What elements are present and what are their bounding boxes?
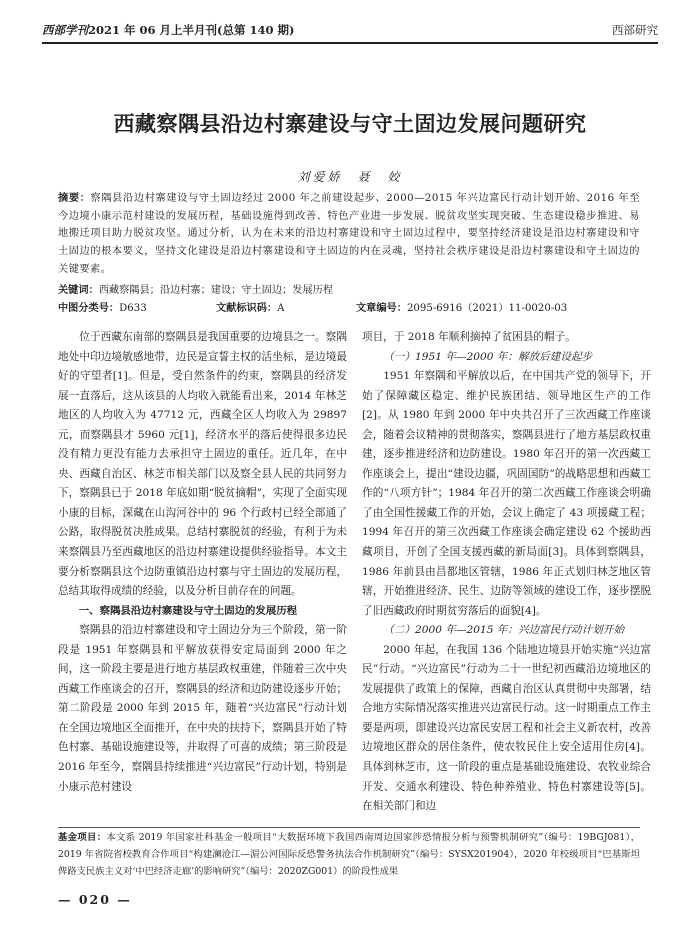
keywords-text: 西藏察隅县；沿边村寨；建设；守土固边；发展历程: [98, 285, 334, 296]
abstract-text: 察隅县沿边村寨建设与守土固边经过 2000 年之前建设起步、2000—2015 年兴边富民行动计划开始、2016 年至今边境小康示范村建设的发展历程，基础设施得到改善、特色产业进一步发展、脱贫攻坚实现突破、生态建设稳步推进、易地搬迁项目助力脱贫攻坚。通过分析，认为在未来的沿边村寨建设和守土固边过程中，要坚持经济建设是沿边村寨建设和守土固边的根本要义，坚持文化建设是沿边村寨建设和守土固边的内在灵魂，坚持社会秩序建设是沿边村寨建设和守土固边的关键要素。: [58, 193, 641, 275]
clc-value: D633: [119, 303, 147, 314]
subsection-heading: （二）2000 年—2015 年：兴边富民行动计划开始: [383, 624, 624, 637]
paragraph: 1951 年察隅和平解放以后，在中国共产党的领导下，开始了保障藏区稳定、维护民族团结、领导地区生产的工作[2]。从 1980 年到 2000 年中央共召开了三次西藏工作座谈会，随着会议精神的贯彻落实，察隅县进行了地方基层政权重建，逐步推进经济和边防建设。1980 年召开的第一次西藏工作座谈会上，提出“建设边疆，巩固国防”的战略思想和西藏工作的“八项方针”；1984 年召开的第二次西藏工作座谈会明确了由全国性援藏工作的开始，会议上确定了 43 项援藏工程；1994 年召开的第三次西藏工作座谈会确定建设 62 个援助西藏项目，开创了全国支援西藏的新局面[3]。具体到察隅县，1986 年前县由昌都地区管辖，1986 年正式划归林芝地区管辖，开始推进经济、民生、边防等领域的建设工作，逐步摆脱了旧西藏政府时期贫穷落后的面貌[4]。: [362, 370, 651, 617]
page-number: — 020 —: [58, 892, 132, 907]
journal-name: 西部学刊: [42, 23, 88, 37]
doc-value: A: [277, 303, 285, 314]
paragraph: 察隅县的沿边村寨建设和守土固边分为三个阶段，第一阶段是 1951 年察隅县和平解放获得安定局面到 2000 年之间，这一阶段主要是进行地方基层政权重建，伴随着三次中央西藏工作座谈会的召开，察隅县的经济和边防建设逐步开始；第二阶段是 2000 年到 2015 年，随着“兴边富民”行动计划在全国边境地区全面推开，在中央的扶持下，察隅县开始了特色村寨、基础设施建设等，并取得了可喜的成绩；第三阶段是 2016 年至今，察隅县持续推进“兴边富民”行动计划，特别是小康示范村建设: [58, 624, 347, 793]
article-number: [356, 300, 567, 317]
authors: 刘爱娇 聂 姣: [297, 170, 403, 184]
abstract: [58, 190, 640, 279]
body-column-right: [362, 328, 651, 817]
footnote-label: 基金项目：: [58, 832, 107, 843]
article-title: 西藏察隅县沿边村寨建设与守土固边发展问题研究: [113, 111, 587, 136]
running-header: [42, 20, 658, 44]
doc-label: 文献标识码：: [216, 303, 278, 314]
funding-footnote: [58, 829, 640, 880]
subsection-heading: （一）1951 年—2000 年：解放后建设起步: [383, 350, 593, 363]
paragraph: 2000 年起，在我国 136 个陆地边境县开始实施“兴边富民”行动。“兴边富民”行动为二十一世纪初西藏沿边境地区的发展提供了政策上的保障，西藏自治区认真贯彻中央部署，结合地方实际情况落实推进兴边富民行动。这一时期重点工作主要是两项，即建设兴边富民安居工程和社会主义新农村，改善边境地区群众的居住条件，使农牧民住上安全适用住房[4]。具体到林芝市，这一阶段的重点是基础设施建设、农牧业综合开发、交通水利建设、特色种养殖业、特色村寨建设等[5]。在相关部门和边: [362, 643, 651, 813]
footnote-divider: [58, 827, 640, 828]
header-left: [42, 22, 294, 38]
keywords-label: 关键词：: [58, 285, 99, 296]
clc-label: 中图分类号：: [58, 303, 120, 314]
paragraph: 项目，于 2018 年顺利摘掉了贫困县的帽子。: [362, 331, 576, 343]
art-label: 文章编号：: [356, 303, 407, 314]
issue-info: 2021 年 06 月上半月刊(总第 140 期): [88, 23, 295, 37]
paragraph: 位于西藏东南部的察隅县是我国重要的边境县之一。察隅地处中印边境敏感地带，边民是宣誓主权的活坐标，是边境最好的守望者[1]。但是，受自然条件的约束，察隅县的经济发展一直落后，这从该县的人均收入就能看出来，2014 年林芝地区的人均收入为 47712 元，西藏全区人均收入为 29897 元，而察隅县才 5960 元[1]，经济水平的落后使得很多边民没有精力更没有能力去承担守土固边的重任。近几年，在中央、西藏自治区、林芝市相关部门以及察全县人民的共同努力下，察隅县已于 2018 年底如期“脱贫摘帽”，实现了全面实现小康的目标，深藏在山沟河谷中的 96 个行政村已经全部通了公路，取得脱贫决胜成果。总结村寨脱贫的经验，有利于为未来察隅县乃至西藏地区的沿边村寨建设提供经验指导。本文主要分析察隅县这个边防重镇沿边村寨与守土固边的发展历程，总结其取得成绩的经验，以及分析目前存在的问题。: [58, 331, 347, 598]
art-value: 2095-6916（2021）11-0020-03: [406, 303, 568, 314]
footnote-text: 本文系 2019 年国家社科基金一般项目“大数据环境下我国西南周边国家涉恐情报分析与预警机制研究”（编号：19BGJ081），2019 年省院省校教育合作项目“构建澜沧江—湄公河国际反恐警务执法合作机制研究”（编号：SYSX201904），2020 年校级项目“巴基斯坦俾路支民族主义对‘中巴经济走廊’的影响研究”（编号：2020ZG001）的阶段性成果: [58, 832, 640, 877]
body-column-left: [58, 328, 347, 797]
section-heading: 一、察隅县沿边村寨建设与守土固边的发展历程: [78, 604, 297, 617]
clc-number: [58, 300, 147, 317]
keywords: [58, 282, 640, 299]
section-name: 西部研究: [612, 23, 658, 37]
doc-code: [216, 300, 284, 317]
abstract-label: 摘要：: [58, 193, 91, 204]
